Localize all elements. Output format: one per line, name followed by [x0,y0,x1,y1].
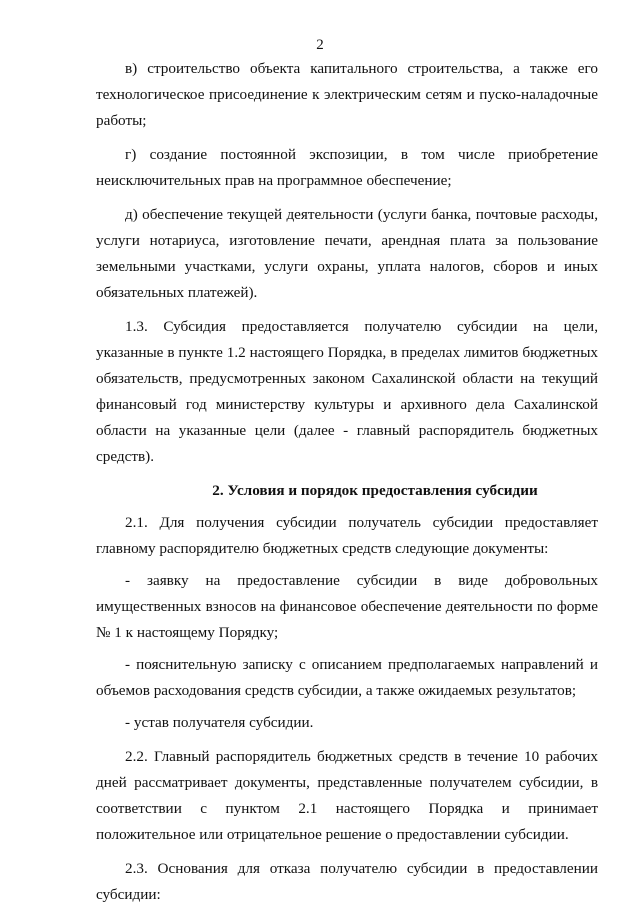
page-number: 2 [316,37,324,53]
list-item-application: - заявку на предоставление субсидии в виде добровольных имущественных взносов на финансовое обеспечение деятельности по форме № 1 к настоящему Порядку; [96,572,602,641]
section-heading: 2. Условия и порядок предоставления субсидии [212,482,538,499]
paragraph-1-3: 1.3. Субсидия предоставляется получателю субсидии на цели, указанные в пункте 1.2 настоящего Порядка, в пределах лимитов бюджетных обязательств, предусмотренных законом Сахалинской области на текущий финансовый год министерству культуры и архивного дела Сахалинской области на указанные цели (далее - главный распорядитель бюджетных средств). [96,318,598,465]
document-body [96,56,602,908]
paragraph-2-3: 2.3. Основания для отказа получателю субсидии в предоставлении субсидии: [96,860,598,903]
paragraph-item-g: г) создание постоянной экспозиции, в том числе приобретение неисключительных прав на программное обеспечение; [96,146,598,189]
paragraph-2-1: 2.1. Для получения субсидии получатель субсидии предоставляет главному распорядителю бюджетных средств следующие документы: [96,514,598,557]
list-item-charter: - устав получателя субсидии. [125,714,314,731]
paragraph-item-v: в) строительство объекта капитального строительства, а также его технологическое присоединение к электрическим сетям и пуско-наладочные работы; [96,60,598,129]
paragraph-item-d: д) обеспечение текущей деятельности (услуги банка, почтовые расходы, услуги нотариуса, изготовление печати, арендная плата за пользование земельными участками, услуги охраны, уплата налогов, сборов и иных обязательных платежей). [96,206,598,301]
paragraph-2-2: 2.2. Главный распорядитель бюджетных средств в течение 10 рабочих дней рассматривает документы, представленные получателем субсидии, в соответствии с пунктом 2.1 настоящего Порядка и принимает положительное или отрицательное решение о предоставлении субсидии. [96,748,598,843]
list-item-explanatory-note: - пояснительную записку с описанием предполагаемых направлений и объемов расходования средств субсидии, а также ожидаемых результатов; [96,656,598,699]
